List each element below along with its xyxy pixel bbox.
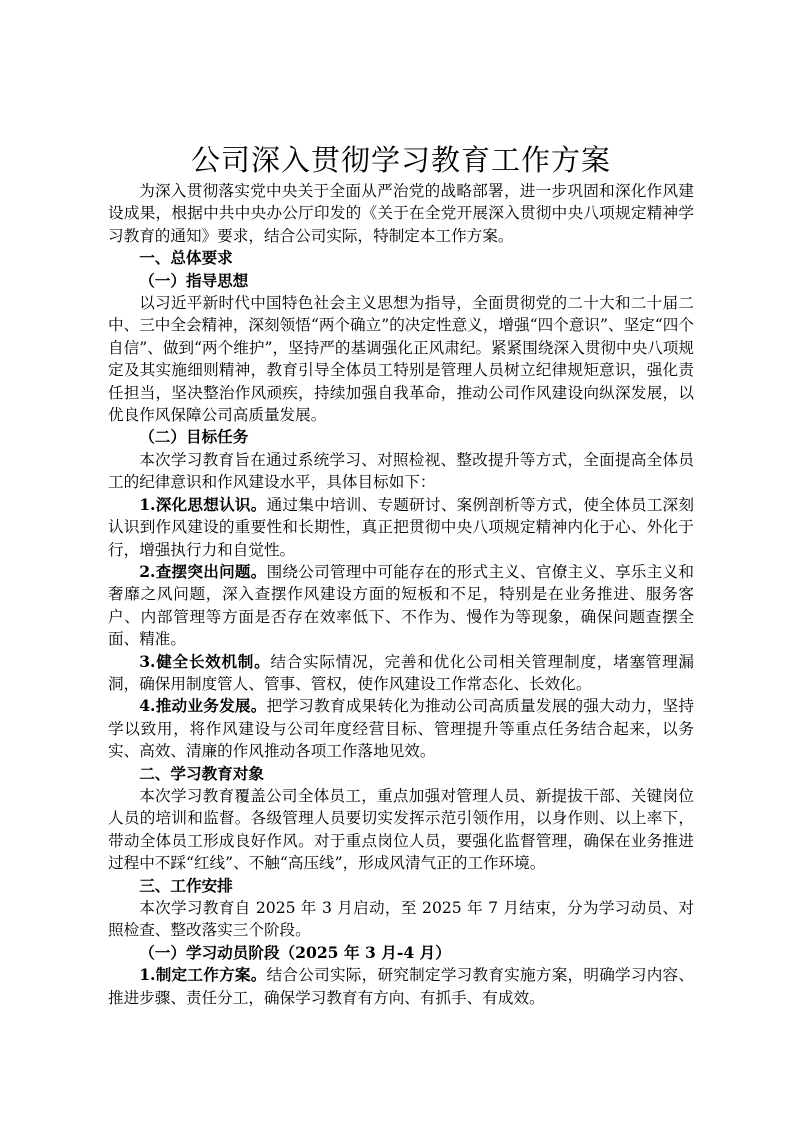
objective-item-lead: 1.深化思想认识。 bbox=[139, 494, 267, 514]
section-heading-3: 三、工作安排 bbox=[139, 875, 233, 895]
objective-item-text: 结合实际情况，完善和优化公司相关管理制度，堵塞管理漏洞，确保用制度管人、管事、管权，使作风建设工作常态化、长效化。 bbox=[108, 652, 694, 693]
education-targets-paragraph: 本次学习教育覆盖公司全体员工，重点加强对管理人员、新提拔干部、关键岗位人员的培训和监督。各级管理人员要切实发挥示范引领作用，以身作则、以上率下，带动全体员工形成良好作风。对于重点岗位人员，要强化监督管理，确保在业务推进过程中不踩“红线”、不触“高压线”，形成风清气正的工作环境。 bbox=[108, 786, 694, 873]
section-heading-2: 二、学习教育对象 bbox=[139, 763, 264, 783]
document-page bbox=[108, 140, 694, 1009]
subsection-heading-objectives: （二）目标任务 bbox=[139, 427, 249, 447]
section-heading-1: 一、总体要求 bbox=[139, 248, 233, 268]
subsection-heading-guiding-ideology: （一）指导思想 bbox=[139, 270, 249, 290]
objective-item-3 bbox=[108, 651, 694, 696]
objective-item-lead: 2.查摆突出问题。 bbox=[139, 561, 267, 581]
work-schedule-paragraph: 本次学习教育自 2025 年 3 月启动，至 2025 年 7 月结束，分为学习动员、对照检查、整改落实三个阶段。 bbox=[108, 899, 694, 940]
intro-paragraph: 为深入贯彻落实党中央关于全面从严治党的战略部署，进一步巩固和深化作风建设成果，根据中共中央办公厅印发的《关于在全党开展深入贯彻中央八项规定精神学习教育的通知》要求，结合公司实际，特制定本工作方案。 bbox=[108, 182, 694, 245]
objectives-paragraph: 本次学习教育旨在通过系统学习、对照检视、整改提升等方式，全面提高全体员工的纪律意识和作风建设水平，具体目标如下： bbox=[108, 450, 694, 492]
objective-item-2 bbox=[108, 561, 694, 651]
objective-item-lead: 4.推动业务发展。 bbox=[139, 696, 267, 716]
mobilization-item-lead: 1.制定工作方案。 bbox=[139, 965, 267, 985]
document-title: 公司深入贯彻学习教育工作方案 bbox=[190, 143, 611, 177]
objective-item-text: 通过集中培训、专题研讨、案例剖析等方式，使全体员工深刻认识到作风建设的重要性和长期性，真正把贯彻中央八项规定精神内化于心、外化于行，增强执行力和自觉性。 bbox=[108, 495, 694, 559]
mobilization-item-1 bbox=[108, 964, 694, 1009]
objective-item-1 bbox=[108, 494, 694, 561]
subsection-heading-mobilization: （一）学习动员阶段（2025 年 3 月-4 月） bbox=[139, 942, 451, 962]
guiding-ideology-paragraph: 以习近平新时代中国特色社会主义思想为指导，全面贯彻党的二十大和二十届二中、三中全会精神，深刻领悟“两个确立”的决定性意义，增强“四个意识”、坚定“四个自信”、做到“两个维护”，坚持严的基调强化正风肃纪。紧紧围绕深入贯彻中央八项规定及其实施细则精神，教育引导全体员工特别是管理人员树立纪律规矩意识，强化责任担当，坚决整治作风顽疾，持续加强自我革命，推动公司作风建设向纵深发展，以优良作风保障公司高质量发展。 bbox=[108, 294, 694, 425]
mobilization-item-text: 结合公司实际，研究制定学习教育实施方案，明确学习内容、推进步骤、责任分工，确保学习教育有方向、有抓手、有成效。 bbox=[108, 966, 694, 1007]
objective-item-text: 围绕公司管理中可能存在的形式主义、官僚主义、享乐主义和奢靡之风问题，深入查摆作风建设方面的短板和不足，特别是在业务推进、服务客户、内部管理等方面是否存在效率低下、不作为、慢作为等现象，确保问题查摆全面、精准。 bbox=[108, 562, 694, 649]
objective-item-text: 把学习教育成果转化为推动公司高质量发展的强大动力，坚持学以致用，将作风建设与公司年度经营目标、管理提升等重点任务结合起来，以务实、高效、清廉的作风推动各项工作落地见效。 bbox=[108, 697, 694, 761]
objective-item-lead: 3.健全长效机制。 bbox=[139, 651, 271, 671]
objective-item-4 bbox=[108, 695, 694, 762]
